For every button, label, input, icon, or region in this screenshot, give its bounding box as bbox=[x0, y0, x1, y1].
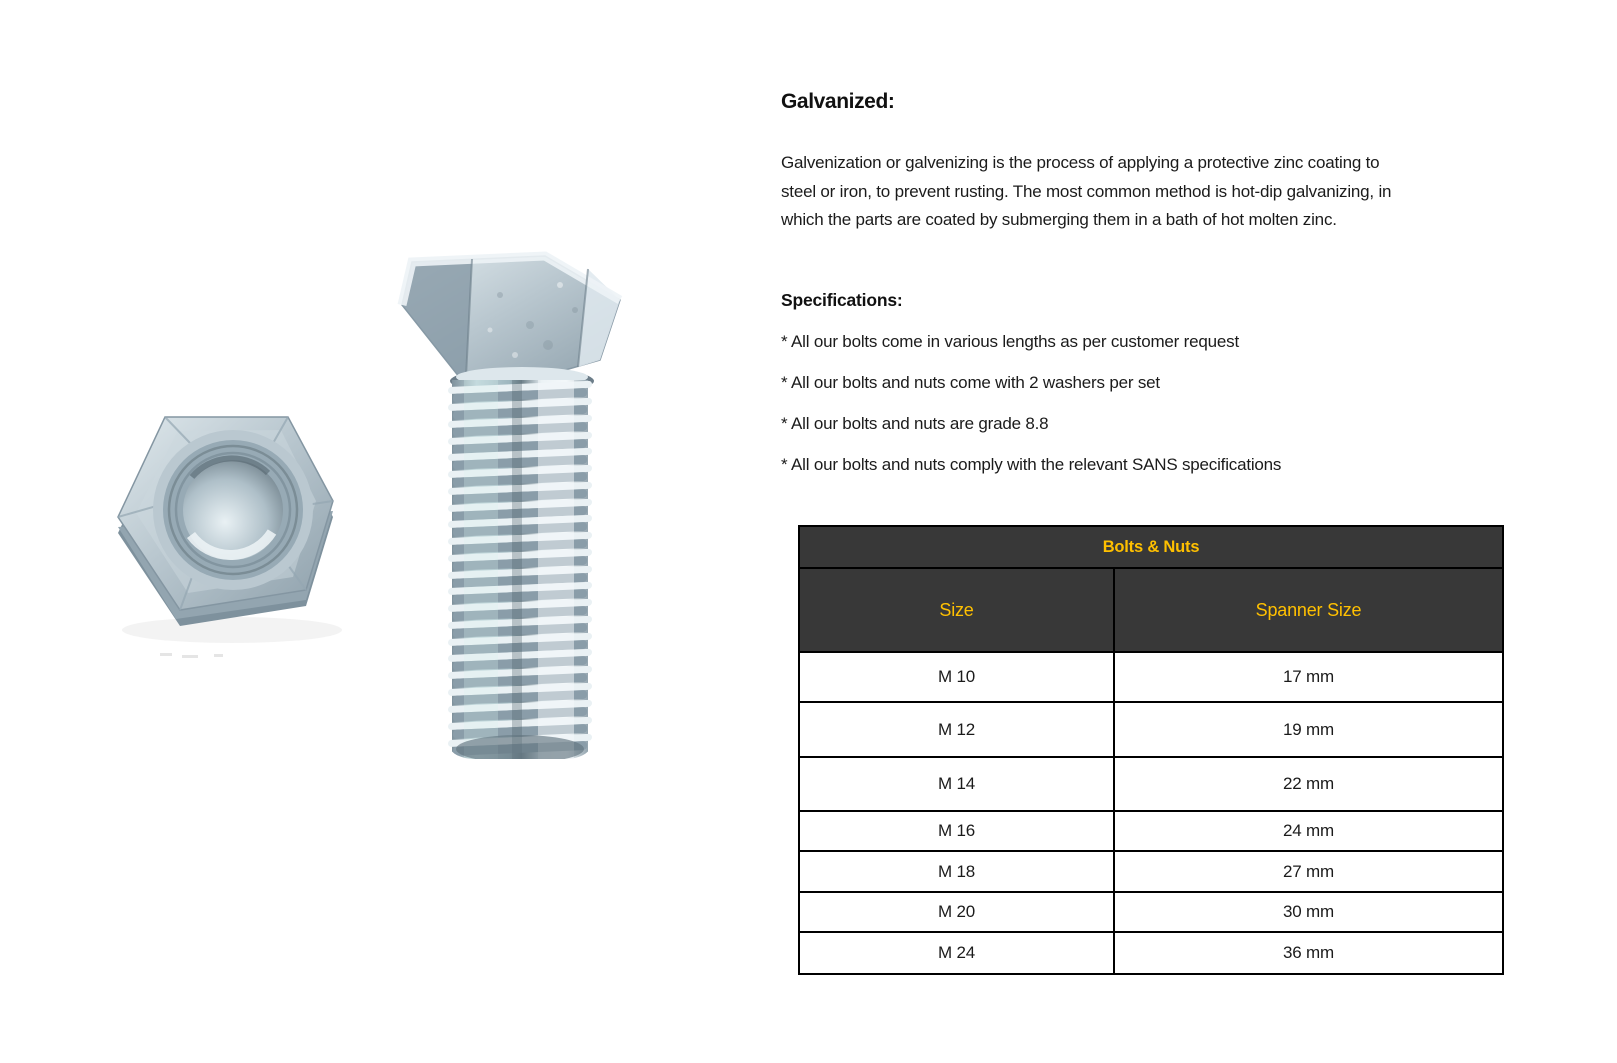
table-row bbox=[799, 757, 1503, 811]
table-row bbox=[799, 652, 1503, 702]
intro-line: steel or iron, to prevent rusting. The most common method is hot-dip galvanizing, in bbox=[781, 181, 1392, 201]
spanner-size-cell: 24 mm bbox=[1114, 811, 1503, 851]
spanner-size-cell: 30 mm bbox=[1114, 892, 1503, 932]
size-cell: M 10 bbox=[799, 652, 1114, 702]
size-cell: M 18 bbox=[799, 851, 1114, 892]
page-title: Galvanized: bbox=[781, 90, 895, 113]
spanner-size-cell: 22 mm bbox=[1114, 757, 1503, 811]
table-column-header-row bbox=[799, 568, 1503, 652]
spanner-size-cell: 36 mm bbox=[1114, 932, 1503, 974]
table-row bbox=[799, 932, 1503, 974]
column-header-size: Size bbox=[799, 568, 1114, 652]
spanner-size-cell: 19 mm bbox=[1114, 702, 1503, 757]
intro-line: which the parts are coated by submerging them in a bath of hot molten zinc. bbox=[781, 210, 1337, 229]
table-row bbox=[799, 702, 1503, 757]
photo-artifact-marks bbox=[160, 653, 223, 658]
intro-paragraph bbox=[781, 149, 1481, 235]
spec-item: * All our bolts and nuts are grade 8.8 bbox=[781, 414, 1049, 433]
spec-item: * All our bolts and nuts come with 2 washers per set bbox=[781, 373, 1160, 392]
product-photo bbox=[60, 205, 680, 805]
size-cell: M 24 bbox=[799, 932, 1114, 974]
nut-and-bolt-illustration bbox=[60, 205, 680, 805]
intro-line: Galvenization or galvenizing is the process of applying a protective zinc coating to bbox=[781, 153, 1380, 172]
spanner-size-cell: 27 mm bbox=[1114, 851, 1503, 892]
size-cell: M 14 bbox=[799, 757, 1114, 811]
nut-graphic bbox=[118, 417, 342, 658]
table-row bbox=[799, 811, 1503, 851]
size-cell: M 12 bbox=[799, 702, 1114, 757]
table-title-row bbox=[799, 526, 1503, 568]
specifications-heading: Specifications: bbox=[781, 290, 903, 310]
table-row bbox=[799, 892, 1503, 932]
table-row bbox=[799, 851, 1503, 892]
size-cell: M 16 bbox=[799, 811, 1114, 851]
specifications-list bbox=[781, 321, 1481, 485]
column-header-spanner-size: Spanner Size bbox=[1114, 568, 1503, 652]
bolt-graphic bbox=[402, 256, 620, 763]
bolts-nuts-table bbox=[798, 525, 1504, 975]
table-title: Bolts & Nuts bbox=[799, 526, 1503, 568]
spec-item: * All our bolts and nuts comply with the relevant SANS specifications bbox=[781, 455, 1282, 474]
spanner-size-cell: 17 mm bbox=[1114, 652, 1503, 702]
spec-item: * All our bolts come in various lengths as per customer request bbox=[781, 332, 1239, 351]
size-cell: M 20 bbox=[799, 892, 1114, 932]
